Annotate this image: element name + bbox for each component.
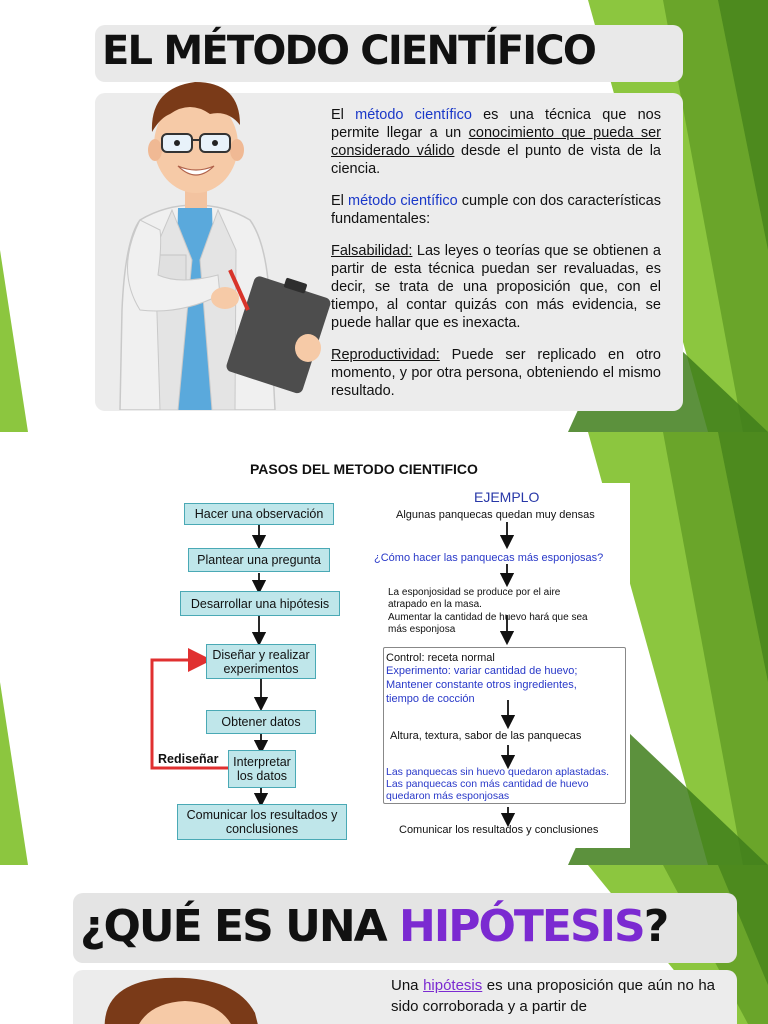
slide-title: ¿QUÉ ES UNA HIPÓTESIS? bbox=[80, 901, 668, 952]
paragraph-definition: El método científico es una técnica que nos permite llegar a un conocimiento que pueda ser considerado válido desde el punto de vista de la ciencia. bbox=[331, 107, 662, 177]
title-highlight: HIPÓTESIS bbox=[399, 901, 644, 952]
label-reproductividad: Reproductividad: bbox=[331, 347, 440, 363]
paragraph-falsabilidad: Falsabilidad: Las leyes o teorías que se obtienen a partir de esta técnica puedan ser revaluadas, es decir, se trata de una proposición que, con el tiempo, al contar quizás con más evidencia, se puede hallar que es inexacta. bbox=[331, 243, 661, 331]
paragraph-caracteristicas: El método científico cumple con dos características fundamentales: bbox=[331, 193, 661, 227]
example-exp-1: Experimento: variar cantidad de huevo; bbox=[386, 665, 578, 677]
flowchart-title: PASOS DEL METODO CIENTIFICO bbox=[250, 461, 478, 477]
example-exp-3: tiempo de cocción bbox=[386, 693, 475, 705]
highlight-metodo: método científico bbox=[355, 107, 472, 123]
step-interpretar: Interpretar los datos bbox=[228, 750, 296, 788]
person-illustration bbox=[95, 973, 295, 1024]
redesign-label: Rediseñar bbox=[158, 752, 219, 766]
example-hip-3: Aumentar la cantidad de huevo hará que sea bbox=[388, 612, 588, 623]
hipotesis-text: Una hipótesis es una proposición que aún no ha sido corroborada y a partir de bbox=[391, 977, 716, 1015]
step-comunicar: Comunicar los resultados y conclusiones bbox=[177, 804, 347, 840]
example-pregunta: ¿Cómo hacer las panquecas más esponjosas? bbox=[374, 552, 604, 564]
example-observacion: Algunas panquecas quedan muy densas bbox=[396, 509, 595, 521]
example-comunicar: Comunicar los resultados y conclusiones bbox=[399, 824, 599, 836]
example-arrows bbox=[0, 432, 768, 865]
example-title: EJEMPLO bbox=[474, 489, 540, 505]
highlight-conocimiento: conocimiento que pueda ser considerado válido bbox=[331, 125, 662, 159]
slide-metodo-cientifico bbox=[0, 0, 768, 432]
step-obtener-datos: Obtener datos bbox=[206, 710, 316, 734]
example-hip-4: más esponjosa bbox=[388, 624, 456, 635]
step-experimentos: Diseñar y realizar experimentos bbox=[206, 644, 316, 679]
step-observacion: Hacer una observación bbox=[184, 503, 334, 525]
slide-title: EL MÉTODO CIENTÍFICO bbox=[102, 28, 596, 74]
description-text bbox=[331, 106, 661, 414]
step-hipotesis: Desarrollar una hipótesis bbox=[180, 591, 340, 616]
example-datos: Altura, textura, sabor de las panquecas bbox=[390, 730, 582, 742]
example-interp-3: quedaron más esponjosas bbox=[386, 790, 510, 802]
example-hip-2: atrapado en la masa. bbox=[388, 599, 482, 610]
example-interp-1: Las panquecas sin huevo quedaron aplastadas. bbox=[386, 766, 610, 778]
scientist-illustration bbox=[100, 70, 335, 410]
label-falsabilidad: Falsabilidad: bbox=[331, 243, 413, 259]
green-left-decoration bbox=[0, 0, 40, 432]
step-pregunta: Plantear una pregunta bbox=[188, 548, 330, 572]
example-control: Control: receta normal bbox=[386, 652, 495, 664]
example-hip-1: La esponjosidad se produce por el aire bbox=[388, 587, 561, 598]
slide-pasos bbox=[0, 432, 768, 865]
example-interp-2: Las panquecas con más cantidad de huevo bbox=[386, 778, 589, 790]
example-exp-2: Mantener constante otros ingredientes, bbox=[386, 679, 577, 691]
highlight-hipotesis: hipótesis bbox=[423, 977, 483, 994]
paragraph-reproductividad: Reproductividad: Puede ser replicado en otro momento, y por otra persona, obteniendo el mismo resultado. bbox=[331, 347, 661, 399]
slide-hipotesis bbox=[0, 865, 768, 1024]
